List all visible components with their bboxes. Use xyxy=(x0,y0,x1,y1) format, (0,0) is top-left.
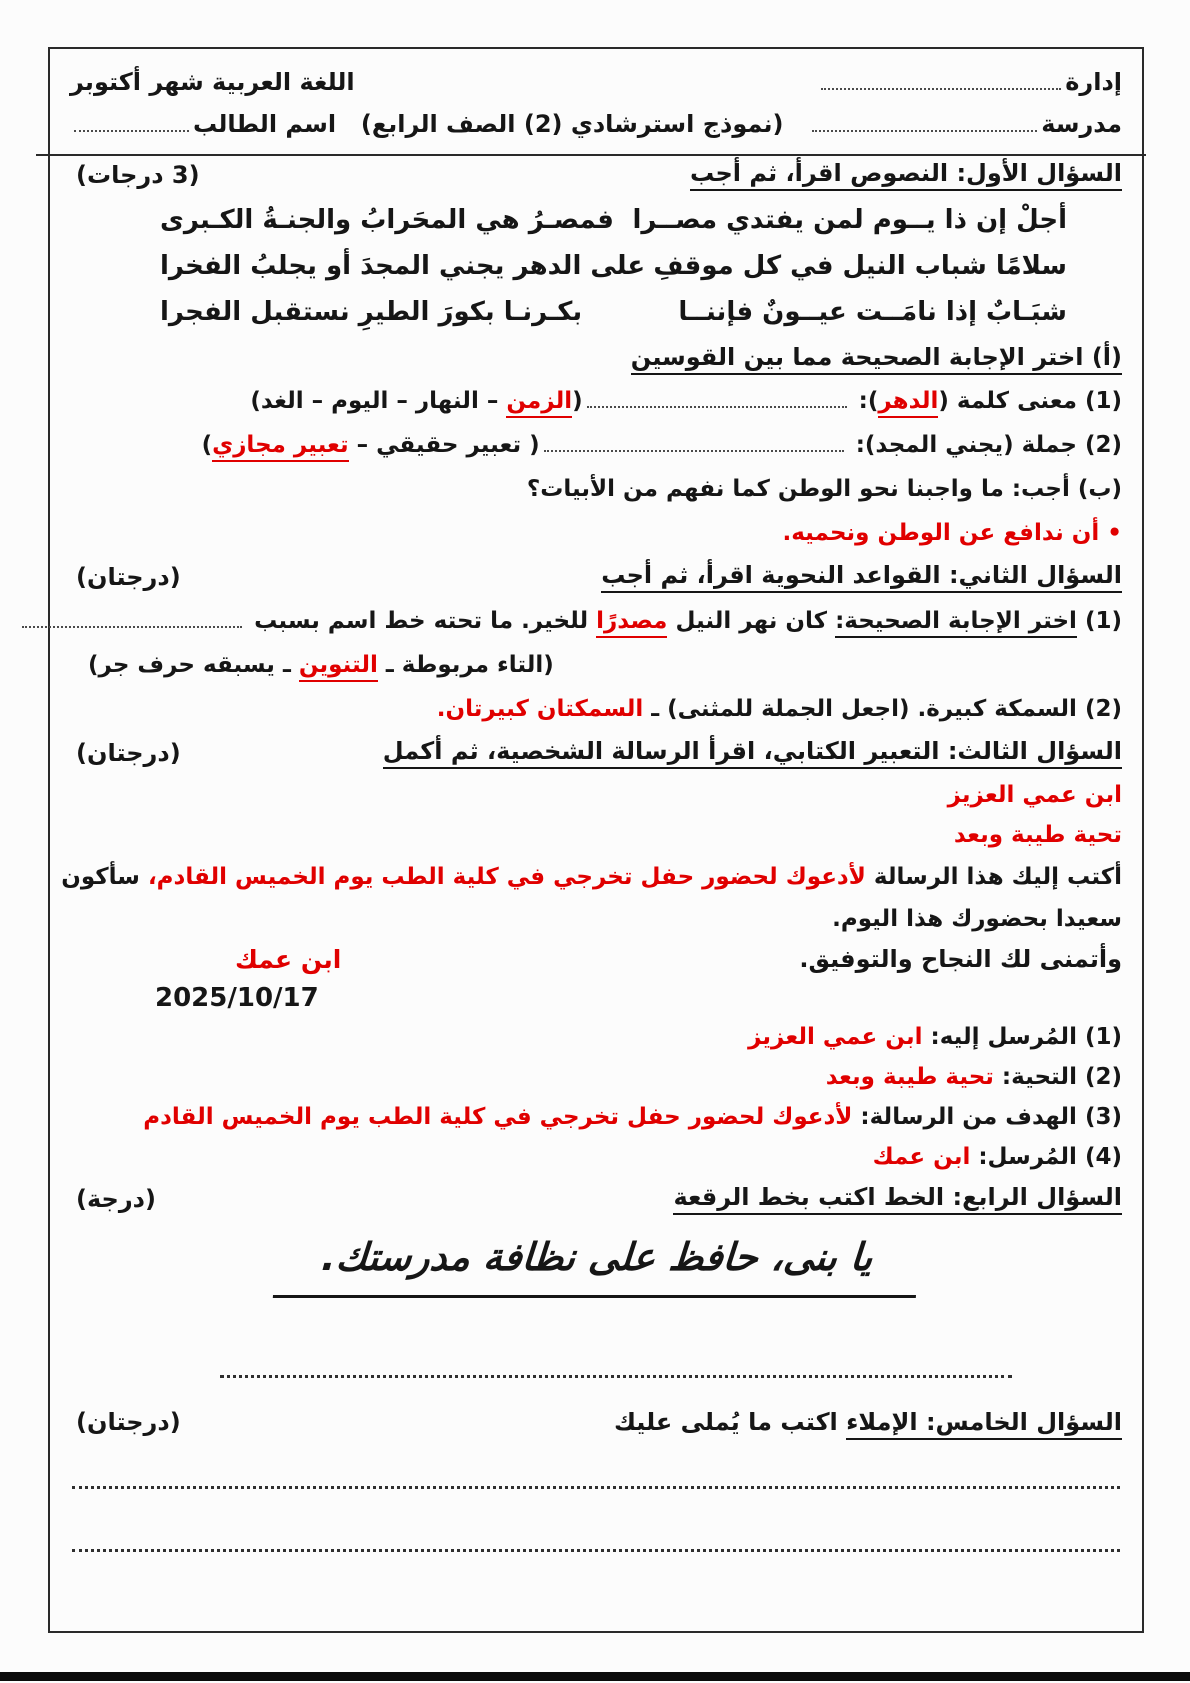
letter-body1-tail: سأكون xyxy=(61,864,148,890)
poem xyxy=(70,197,1122,335)
q1-part-b-answer: • أن ندافع عن الوطن ونحميه. xyxy=(782,520,1122,546)
q1-marks: (3 درجات) xyxy=(76,161,200,189)
page-bottom-bar xyxy=(0,1672,1190,1681)
q2-item1-after: للخير. ما تحته خط اسم بسبب xyxy=(246,608,597,634)
q1-item1-paren-open: ( xyxy=(572,388,583,414)
exam-sheet-border xyxy=(48,47,1144,1633)
q3-answer-3 xyxy=(70,1097,1122,1137)
letter-date: 2025/10/17 xyxy=(155,983,319,1013)
q2-item1-label: اختر الإجابة الصحيحة: xyxy=(835,608,1077,638)
letter-date-line xyxy=(70,979,1122,1017)
poem-row xyxy=(160,197,1067,243)
q1-part-a-header xyxy=(70,335,1122,379)
q5-title-underlined: السؤال الخامس: الإملاء xyxy=(846,1408,1122,1440)
q2-options-answer: التنوين xyxy=(299,652,378,682)
q1-item2-lead: (2) جملة (يجني المجد): xyxy=(847,432,1122,458)
letter-body1-red: لأدعوك لحضور حفل تخرجي في كلية الطب يوم الخميس القادم، xyxy=(147,864,866,890)
letter-salutation: ابن عمي العزيز xyxy=(947,782,1122,808)
letter-body1-black: أكتب إليك هذا الرسالة xyxy=(865,864,1122,890)
q2-options-close: ـ يسبقه حرف جر) xyxy=(88,652,299,678)
q2-item1-before: كان نهر النيل xyxy=(667,608,836,634)
student-name-label: اسم الطالب xyxy=(193,110,337,138)
q2-item2-answer: السمكتان كبيرتان. xyxy=(436,696,644,722)
q1-item2-answer: تعبير مجازي xyxy=(212,432,348,462)
school-field xyxy=(808,110,1122,138)
hemistich-first: أجلْ إن ذا يــوم لمن يفتدي مصــرا xyxy=(632,205,1067,235)
q2-options-open: (التاء مربوطة ـ xyxy=(377,652,554,678)
poem-row xyxy=(160,243,1067,289)
letter-body-line-1 xyxy=(61,855,1122,899)
q2-marks: (درجتان) xyxy=(76,563,181,591)
q4-writing-line xyxy=(220,1375,1012,1378)
q3-header xyxy=(70,731,1122,775)
hemistich-second: على الدهر يجني المجدَ أو يجلبُ الفخرا xyxy=(160,251,646,281)
q1-item1-options: – النهار – اليوم – الغد) xyxy=(250,388,507,414)
letter-signature: ابن عمك xyxy=(235,944,342,974)
q5-header xyxy=(70,1400,1122,1444)
calligraphy-area xyxy=(70,1235,1122,1301)
student-name-field xyxy=(70,110,336,138)
subject-title: اللغة العربية شهر أكتوبر xyxy=(70,68,355,96)
q5-title-rest: اكتب ما يُملى عليك xyxy=(613,1408,847,1436)
letter-body-line-3: وأتمنى لك النجاح والتوفيق. xyxy=(799,945,1122,973)
q1-item1-after: ): xyxy=(850,388,879,414)
header-row-2 xyxy=(70,103,1122,145)
q2-header xyxy=(70,555,1122,599)
header-row-1 xyxy=(70,61,1122,103)
student-name-blank xyxy=(74,126,189,132)
letter-body-line-2: سعيدا بحضورك هذا اليوم. xyxy=(832,906,1122,932)
q5-marks: (درجتان) xyxy=(76,1408,181,1436)
q5-title xyxy=(614,1408,1122,1436)
q3-title: السؤال الثالث: التعبير الكتابي، اقرأ الرسالة الشخصية، ثم أكمل xyxy=(383,737,1122,769)
q3-marks: (درجتان) xyxy=(76,739,181,767)
hemistich-second: بكـرنـا بكورَ الطيرِ نستقبل الفجرا xyxy=(160,297,583,327)
q1-part-b-question: (ب) أجب: ما واجبنا نحو الوطن كما نفهم من الأبيات؟ xyxy=(526,476,1122,502)
model-title: (نموذج استرشادي (2) الصف الرابع) xyxy=(360,110,784,138)
q1-header xyxy=(70,153,1122,197)
q1-item1 xyxy=(70,379,1122,423)
q1-item2-paren-open: ( تعبير حقيقي – xyxy=(348,432,540,458)
hemistich-first: سلامًا شباب النيل في كل موقفِ xyxy=(653,251,1067,281)
q4-marks: (درجة) xyxy=(76,1185,156,1213)
q1-item1-answer: الزمن xyxy=(506,388,572,418)
q2-item1 xyxy=(70,599,1122,643)
q2-title: السؤال الثاني: القواعد النحوية اقرأ، ثم أجب xyxy=(601,561,1122,593)
q2-item1-options xyxy=(70,643,1122,687)
q3-answer-4-label: (4) المُرسل: xyxy=(970,1144,1122,1170)
q2-item2 xyxy=(70,687,1122,731)
q4-title: السؤال الرابع: الخط اكتب بخط الرقعة xyxy=(673,1183,1122,1215)
q3-answer-2 xyxy=(70,1057,1122,1097)
answer-blank xyxy=(544,446,844,452)
q3-answer-1 xyxy=(70,1017,1122,1057)
dictation-line-2 xyxy=(72,1549,1120,1552)
school-label: مدرسة xyxy=(1041,110,1122,138)
admin-label: إدارة xyxy=(1065,68,1122,96)
letter-greeting: تحية طيبة وبعد xyxy=(953,822,1122,848)
q1-item2 xyxy=(70,423,1122,467)
q3-answer-1-value: ابن عمي العزيز xyxy=(748,1024,923,1050)
q3-answer-2-label: (2) التحية: xyxy=(993,1064,1122,1090)
poem-row xyxy=(160,289,1067,335)
q3-answer-1-label: (1) المُرسل إليه: xyxy=(922,1024,1122,1050)
q2-item2-lead: (2) السمكة كبيرة. (اجعل الجملة للمثنى) ـ xyxy=(643,696,1122,722)
q2-item1-number: (1) xyxy=(1076,608,1122,634)
calligraphy-sentence: يا بنى، حافظ على نظافة مدرستك. xyxy=(272,1235,919,1298)
hemistich-second: فمصـرُ هي المحَرابُ والجنـةُ الكـبرى xyxy=(160,205,614,235)
q2-item1-keyword: مصدرًا xyxy=(596,608,667,638)
answer-blank xyxy=(22,622,242,628)
q3-answer-4 xyxy=(70,1137,1122,1177)
admin-blank xyxy=(821,84,1061,90)
letter-closing-row xyxy=(70,939,1122,979)
q1-item1-lead: (1) معنى كلمة ( xyxy=(938,388,1122,414)
q3-answer-2-value: تحية طيبة وبعد xyxy=(825,1064,994,1090)
answer-blank xyxy=(587,402,847,408)
q1-title: السؤال الأول: النصوص اقرأ، ثم أجب xyxy=(690,159,1122,191)
q1-part-a-title: (أ) اختر الإجابة الصحيحة مما بين القوسين xyxy=(631,343,1122,375)
q1-item2-paren-close: ) xyxy=(201,432,213,458)
school-blank xyxy=(812,126,1037,132)
q3-answer-3-label: (3) الهدف من الرسالة: xyxy=(852,1104,1122,1130)
q3-answer-3-value: لأدعوك لحضور حفل تخرجي في كلية الطب يوم الخميس القادم xyxy=(143,1104,853,1130)
q1-item1-keyword: الدهر xyxy=(878,388,938,418)
dictation-line-1 xyxy=(72,1486,1120,1489)
admin-field xyxy=(817,68,1122,96)
hemistich-first: شبَـابٌ إذا نامَــت عيــونٌ فإننــا xyxy=(678,297,1067,327)
q4-header xyxy=(70,1177,1122,1221)
q3-answer-4-value: ابن عمك xyxy=(872,1144,971,1170)
